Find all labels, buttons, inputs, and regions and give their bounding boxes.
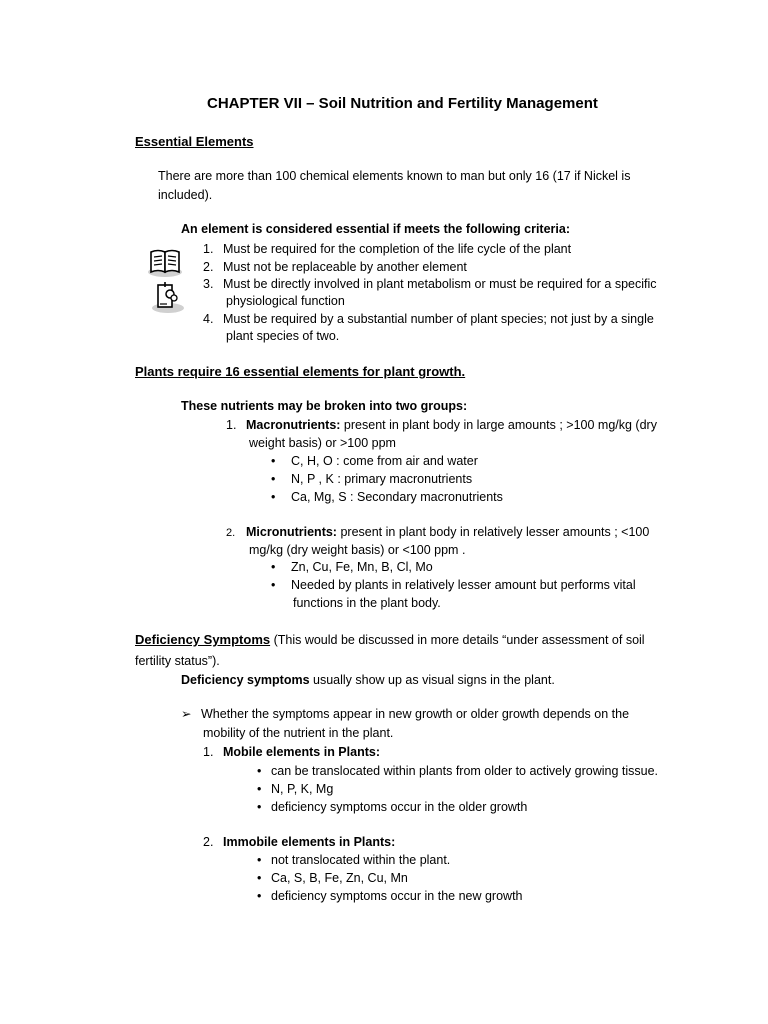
list-item: • Zn, Cu, Fe, Mn, B, Cl, Mo xyxy=(271,560,433,574)
section-heading-deficiency: Deficiency Symptoms xyxy=(135,632,271,647)
macronutrients-item-cont: weight basis) or >100 ppm xyxy=(249,436,396,450)
criteria-item: 1. Must be required for the completion of the life cycle of the plant xyxy=(203,242,572,256)
deficiency-heading-cont: fertility status”). xyxy=(135,654,220,668)
criteria-item-cont: plant species of two. xyxy=(226,329,340,343)
list-item: • deficiency symptoms occur in the older growth xyxy=(257,800,528,814)
list-item: • can be translocated within plants from older to actively growing tissue. xyxy=(257,764,658,778)
groups-intro: These nutrients may be broken into two groups: xyxy=(181,399,468,413)
research-icon xyxy=(151,280,185,319)
section-heading-essential: Essential Elements xyxy=(135,134,254,149)
list-item: • Ca, Mg, S : Secondary macronutrients xyxy=(271,490,503,504)
mobile-elements-item: 1. Mobile elements in Plants: xyxy=(203,745,380,759)
list-item: • not translocated within the plant. xyxy=(257,853,451,867)
list-item: • Ca, S, B, Fe, Zn, Cu, Mn xyxy=(257,871,408,885)
immobile-elements-item: 2. Immobile elements in Plants: xyxy=(203,835,396,849)
arrow-item: ➢ Whether the symptoms appear in new growth or older growth depends on the xyxy=(181,707,630,721)
list-item-cont: functions in the plant body. xyxy=(293,596,441,610)
macronutrients-item: 1. Macronutrients: present in plant body in large amounts ; >100 mg/kg (dry xyxy=(226,418,657,432)
arrow-item-cont: mobility of the nutrient in the plant. xyxy=(203,726,394,740)
deficiency-line: Deficiency symptoms usually show up as visual signs in the plant. xyxy=(181,673,555,687)
intro-text-cont: included). xyxy=(158,188,213,202)
micronutrients-item: 2. Micronutrients: present in plant body in relatively lesser amounts ; <100 xyxy=(226,525,650,539)
list-item: • N, P , K : primary macronutrients xyxy=(271,472,473,486)
list-item: • N, P, K, Mg xyxy=(257,782,334,796)
book-icon xyxy=(147,246,183,283)
micronutrients-item-cont: mg/kg (dry weight basis) or <100 ppm . xyxy=(249,543,466,557)
list-item: • Needed by plants in relatively lesser amount but performs vital xyxy=(271,578,636,592)
list-item: • C, H, O : come from air and water xyxy=(271,454,478,468)
deficiency-heading-line: Deficiency Symptoms (This would be discussed in more details “under assessment of soil xyxy=(135,632,645,647)
section-heading-plants: Plants require 16 essential elements for plant growth. xyxy=(135,364,466,379)
intro-text: There are more than 100 chemical elements known to man but only 16 (17 if Nickel is xyxy=(158,169,631,183)
page-title: CHAPTER VII – Soil Nutrition and Fertility Management xyxy=(207,95,598,112)
criteria-item: 3. Must be directly involved in plant metabolism or must be required for a specific xyxy=(203,277,657,291)
criteria-item: 4. Must be required by a substantial number of plant species; not just by a single xyxy=(203,312,654,326)
criteria-item: 2. Must not be replaceable by another element xyxy=(203,260,467,274)
list-item: • deficiency symptoms occur in the new growth xyxy=(257,889,523,903)
criteria-intro: An element is considered essential if meets the following criteria: xyxy=(181,222,570,236)
criteria-item-cont: physiological function xyxy=(226,294,345,308)
arrow-bullet-icon: ➢ xyxy=(181,707,192,721)
